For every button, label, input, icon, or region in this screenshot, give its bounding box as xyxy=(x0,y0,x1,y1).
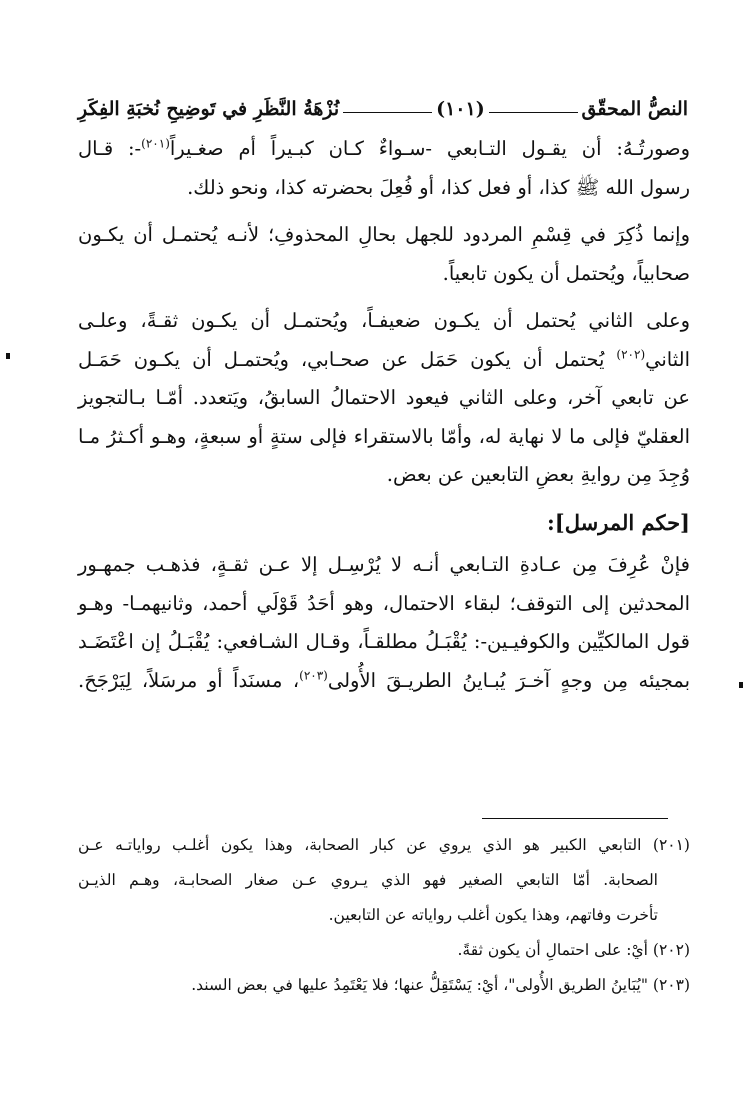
footnote-ref-201: (٢٠١) xyxy=(141,136,170,151)
footnote-201-line: الصحابة. أمّا التابعي الصغير فهو الذي يـروي عـن صغار الصحابـة، وهـم الذيـن xyxy=(78,871,658,889)
footnotes xyxy=(78,828,690,1003)
text-line: المحدثين إلى التوقف؛ لبقاء الاحتمال، وهو أحَدُ قَوْلَي أحمد، وثانيهمـا- وهـو xyxy=(78,591,690,615)
footnote-201: (٢٠١) التابعي الكبير هو الذي يروي عن كبار الصحابة، وهذا يكون أغلـب رواياتـه عـن xyxy=(78,836,690,854)
footnote-ref-202: (٢٠٢) xyxy=(616,347,646,361)
text-line: العقليّ فإلى ما لا نهاية له، وأمّا بالاستقراء فإلى ستةٍ أو سبعةٍ، وهـو أكـثرُ مـا xyxy=(78,424,690,448)
paragraph-4 xyxy=(78,546,690,700)
text-line: قول المالكيِّين والكوفيـين-: يُقْبَـلُ مطلقـاً، وقـال الشـافعي: يُقْبَـلُ إن اعْتَضَـد xyxy=(78,630,690,653)
margin-dot xyxy=(739,682,743,688)
text-line: رسول الله ﷺ كذا، أو فعل كذا، أو فُعِلَ بحضرته كذا، ونحو ذلك. xyxy=(187,175,690,199)
text-line: الثاني$^{(٢٠٢)}$ يُحتمل أن يكون حَمَل عن صحـابي، ويُحتمـل أن يكـون حَمَـل xyxy=(78,347,690,371)
header-left-title: نُزْهَةُ النَّظَرِ في تَوضِيحِ نُخبَةِ الفِكَرِ xyxy=(78,98,340,120)
footnote-separator xyxy=(482,818,668,819)
footnote-number: (٢٠٢) xyxy=(652,941,690,959)
footnote-201-line: تأخرت وفاتهم، وهذا يكون أغلب رواياته عن التابعين. xyxy=(328,906,658,924)
paragraph-1 xyxy=(78,130,690,207)
page-number: (١٠١) xyxy=(436,98,485,120)
header-rule-right xyxy=(489,112,578,113)
paragraph-2 xyxy=(78,216,690,293)
text-line: فإنْ عُرِفَ مِن عـادةِ التـابعي أنـه لا يُرْسِـل إلا عـن ثقـةٍ، فذهـب جمهـور xyxy=(78,553,690,576)
header-right-title: النصُّ المحقّق xyxy=(581,98,688,120)
margin-dot xyxy=(6,353,10,359)
text-line: وُجِدَ مِن روايةِ بعضِ التابعين عن بعض. xyxy=(386,463,690,486)
footnote-number: (٢٠١) xyxy=(652,836,690,854)
text-line: بمجيئه مِن وجهٍ آخـرَ يُبـاينُ الطريـقَ الأُولى$^{(٢٠٣)}$، مسنَداً أو مرسَلاً، لِيَرْجَحَ. xyxy=(78,668,690,692)
footnote-203: (٢٠٣) "يُبَاينُ الطريق الأُولى"، أيْ: يَسْتَقِلُّ عنها؛ فلا يَعْتَمِدُ عليها في بعض السند. xyxy=(191,976,690,994)
text-line: عن تابعي آخر، وعلى الثاني فيعود الاحتمالُ السابقُ، ويَتعدد. أمّـا بـالتجويز xyxy=(78,386,690,409)
header-rule-left xyxy=(343,112,432,113)
footnote-202: (٢٠٢) أيْ: على احتمالِ أن يكون ثقةً. xyxy=(457,941,690,959)
paragraph-3 xyxy=(78,302,690,495)
footnote-ref-203: (٢٠٣) xyxy=(299,668,328,682)
text-line: وصورتُـهُ: أن يقـول التـابعي -سـواءٌ كـان كبـيراً أم صغـيراً$^{(٢٠١)}$-: قـال xyxy=(78,136,690,160)
text-line: وعلى الثاني يُحتمل أن يكـون ضعيفـاً، ويُحتمـل أن يكـون ثقـةً، وعلـى xyxy=(78,309,690,332)
section-heading: [حكم المرسل]: xyxy=(547,509,690,535)
main-text xyxy=(78,130,690,709)
footnote-number: (٢٠٣) xyxy=(652,976,690,994)
running-header xyxy=(78,86,688,120)
text-line: صحابياً، ويُحتمل أن يكون تابعياً. xyxy=(442,261,690,285)
text-line: وإنما ذُكِرَ في قِسْمِ المردود للجهل بحالِ المحذوفِ؛ لأنـه يُحتمـل أن يكـون xyxy=(78,223,690,246)
